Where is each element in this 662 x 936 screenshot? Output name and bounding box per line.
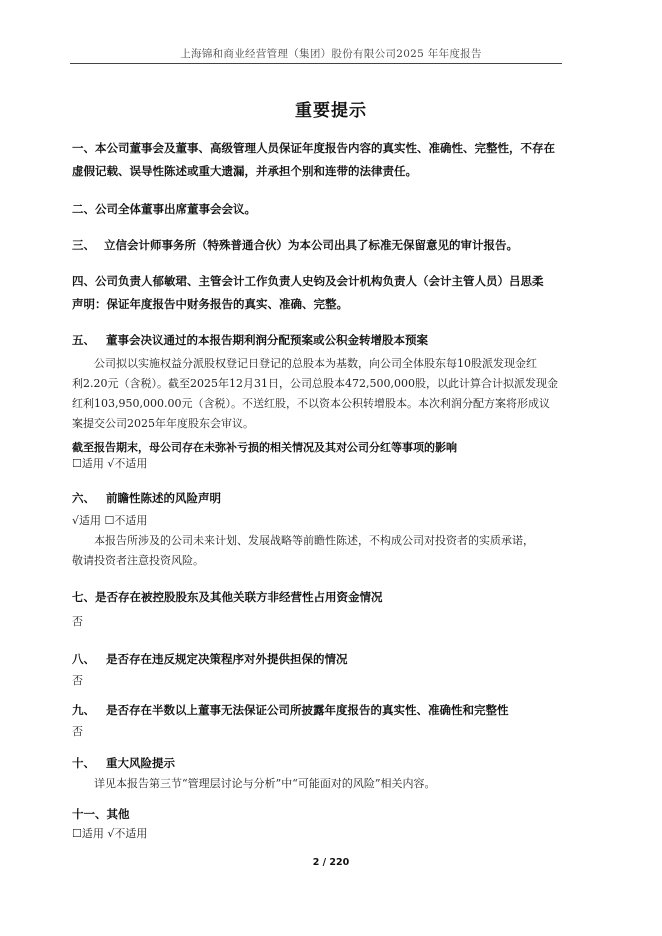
item-5 [72, 329, 564, 352]
item-5-body [72, 354, 564, 434]
item-4 [72, 270, 564, 316]
item-3 [72, 234, 564, 257]
item-8-text: 是否存在违反规定决策程序对外提供担保的情况 [106, 652, 348, 666]
item-10-text: 重大风险提示 [106, 756, 175, 770]
item-4-line1: 四、公司负责人郁敏珺、主管会计工作负责人史钧及会计机构负责人（会计主管人员）吕思柔 [72, 274, 544, 288]
item-4-line2: 声明：保证年度报告中财务报告的真实、准确、完整。 [72, 297, 348, 311]
item-6-text: 前瞻性陈述的风险声明 [106, 491, 221, 505]
item-1-line2: 虚假记载、误导性陈述或重大遗漏，并承担个别和连带的法律责任。 [72, 164, 417, 178]
item-5-number: 五、 [72, 333, 95, 347]
item-6-body [72, 531, 564, 571]
item-11-applicability: ☐适用 √不适用 [72, 827, 148, 840]
page-title: 重要提示 [295, 101, 367, 121]
item-3-number: 三、 [72, 238, 95, 252]
item-9-text: 是否存在半数以上董事无法保证公司所披露年度报告的真实性、准确性和完整性 [106, 703, 509, 717]
item-5-applicability: ☐适用 √不适用 [72, 457, 148, 470]
item-5-body-line2: 利2.20元（含税）。截至2025年12月31日，公司总股本472,500,000股，以此计算合计拟派发现金 [72, 377, 558, 390]
item-5-body-line1: 公司拟以实施权益分派股权登记日登记的总股本为基数，向公司全体股东每10股派发现金红 [94, 357, 537, 370]
item-2: 二、公司全体董事出席董事会会议。 [72, 202, 256, 216]
item-11: 十一、其他 [72, 807, 130, 821]
item-1-line1: 一、本公司董事会及董事、高级管理人员保证年度报告内容的真实性、准确性、完整性，不存在 [72, 141, 555, 155]
item-7: 七、是否存在被控股股东及其他关联方非经营性占用资金情况 [72, 590, 383, 604]
page-number: 2 / 220 [312, 857, 350, 868]
item-10-body: 详见本报告第三节“管理层讨论与分析”中“可能面对的风险”相关内容。 [94, 777, 436, 790]
item-7-answer: 否 [72, 615, 83, 628]
item-5-body-line3: 红利103,950,000.00元（含税）。不送红股，不以资本公积转增股本。本次利润分配方案将形成议 [72, 397, 550, 410]
item-9-number: 九、 [72, 703, 95, 717]
item-6-number: 六、 [72, 491, 95, 505]
header-divider [70, 63, 562, 64]
item-3-text: 立信会计师事务所（特殊普通合伙）为本公司出具了标准无保留意见的审计报告。 [104, 238, 518, 252]
item-9 [72, 699, 564, 722]
item-6-body-line1: 本报告所涉及的公司未来计划、发展战略等前瞻性陈述，不构成公司对投资者的实质承诺， [94, 534, 534, 547]
item-5-subheading: 截至报告期末，母公司存在未弥补亏损的相关情况及其对公司分红等事项的影响 [72, 441, 457, 454]
item-10 [72, 752, 564, 775]
item-10-number: 十、 [72, 756, 95, 770]
item-6-applicability: √适用 ☐不适用 [72, 514, 148, 527]
item-1 [72, 137, 564, 183]
item-5-text: 董事会决议通过的本报告期利润分配预案或公积金转增股本预案 [106, 333, 428, 347]
item-8-answer: 否 [72, 674, 83, 687]
item-5-body-line4: 案提交公司2025年年度股东会审议。 [72, 417, 254, 430]
page-header: 上海锦和商业经营管理（集团）股份有限公司2025 年年度报告 [180, 48, 482, 60]
item-6 [72, 487, 564, 510]
item-9-answer: 否 [72, 725, 83, 738]
item-8 [72, 648, 564, 671]
item-6-body-line2: 敬请投资者注意投资风险。 [72, 554, 204, 567]
item-8-number: 八、 [72, 652, 95, 666]
